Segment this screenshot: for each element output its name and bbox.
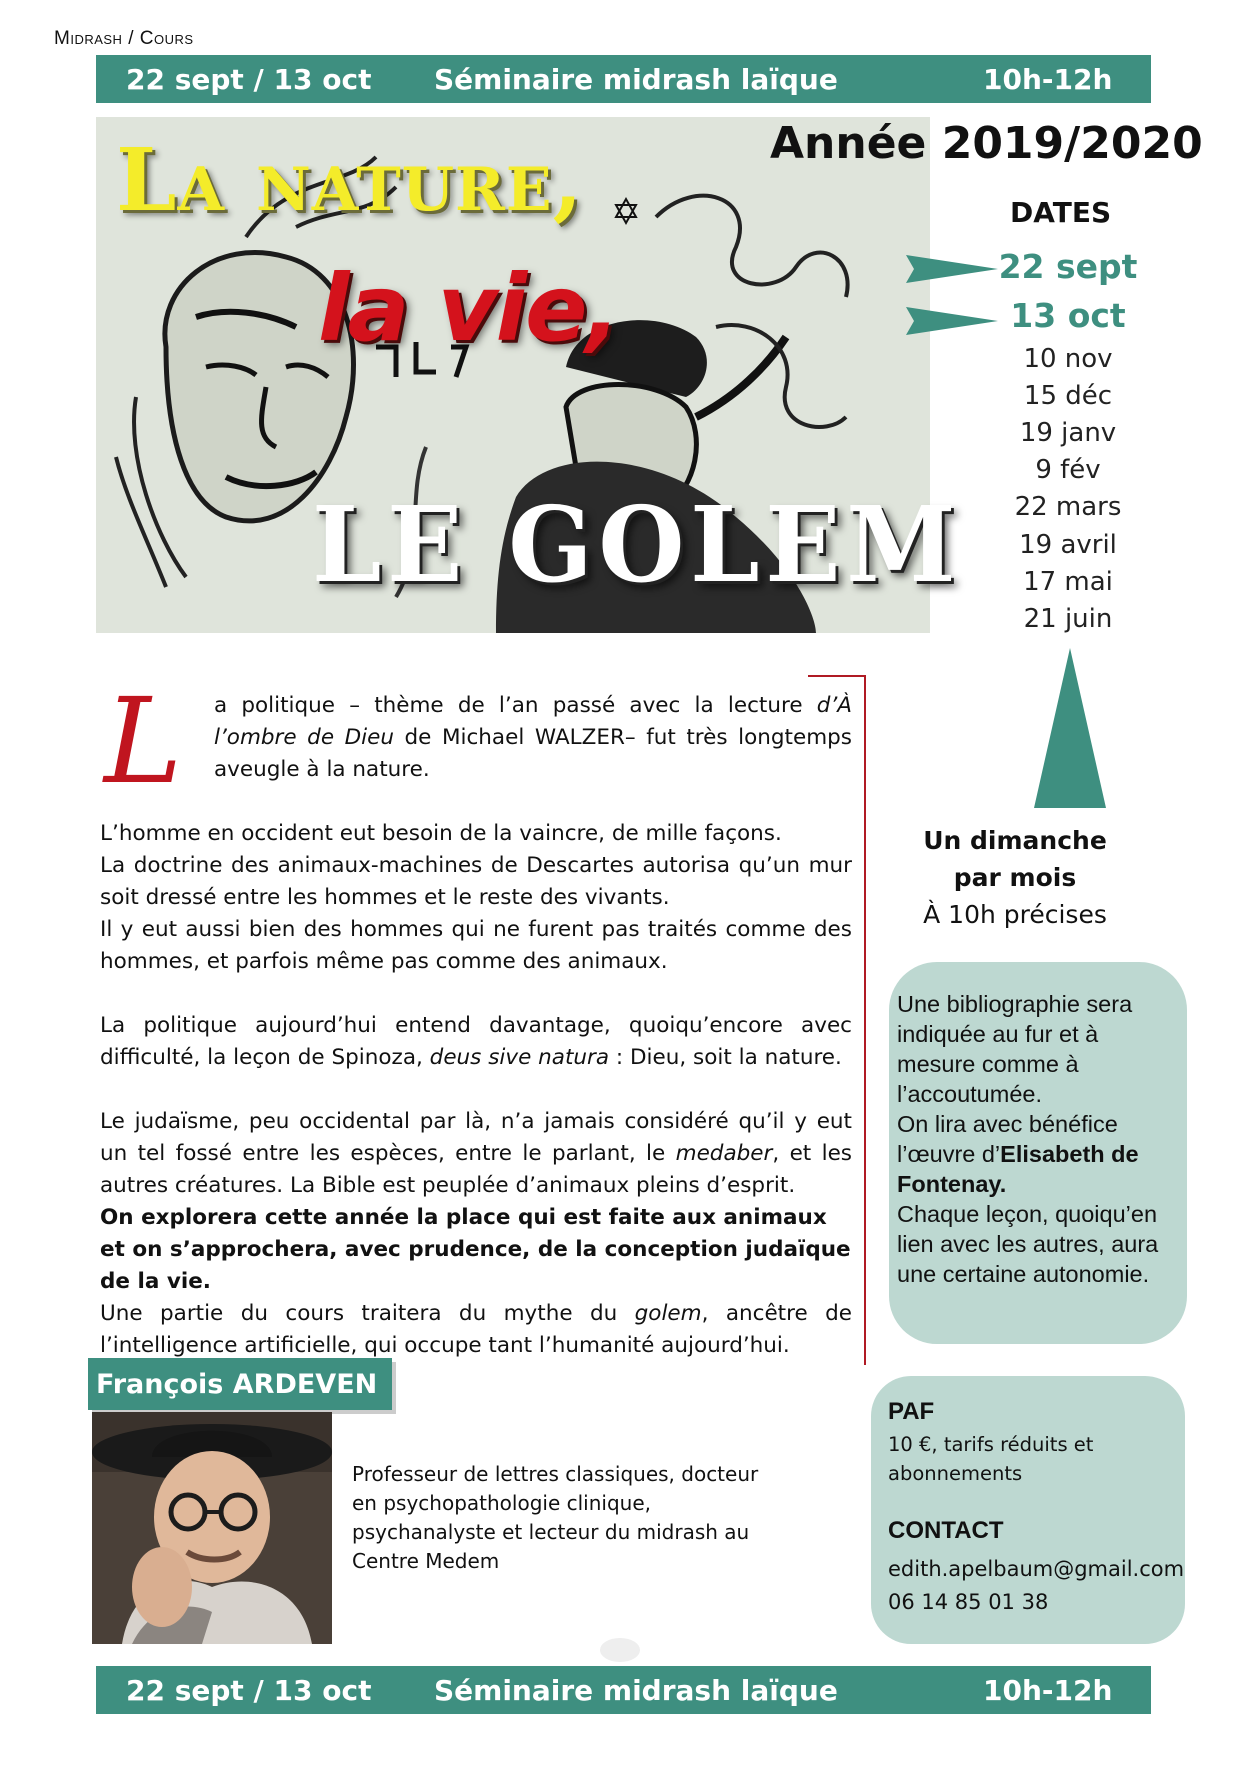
paf-title: PAF (888, 1398, 935, 1425)
divider-line (864, 675, 866, 1365)
dates-label: DATES (1010, 196, 1112, 229)
schedule-line1: Un dimanche (923, 826, 1107, 855)
triangle-pointer-icon (1032, 648, 1108, 812)
article-highlight: On explorera cette année la place qui est faite aux animaux et on s’approchera, avec prudence, de la conception judaïque de la vie. (100, 1205, 851, 1294)
band-time: 10h-12h (983, 62, 1113, 96)
speaker-photo (92, 1412, 332, 1644)
top-band (96, 55, 1151, 103)
date-highlight-2: 13 oct (1010, 296, 1126, 335)
speaker-bio: Professeur de lettres classiques, docteur en psychopathologie clinique, psychanalyste et lecteur du midrash au Centre Medem (352, 1462, 759, 1573)
dropcap-letter: L (104, 672, 183, 810)
article-paragraph: La politique aujourd’hui entend davantage, quoiqu’encore avec difficulté, la leçon de Spinoza, deus sive natura : Dieu, soit la nature. (100, 1013, 852, 1070)
article-paragraph: Une partie du cours traitera du mythe du golem, ancêtre de l’intelligence artificielle, qui occupe tant l’humanité aujourd’hui. (100, 1301, 852, 1358)
year-heading: Année 2019/2020 (770, 118, 1203, 169)
date-item: 10 nov (1023, 344, 1113, 374)
contact-email[interactable]: edith.apelbaum@gmail.com (888, 1557, 1185, 1581)
band-time: 10h-12h (983, 1673, 1113, 1707)
hero-title-line3: LE GOLEM (312, 483, 962, 606)
hero-title-line2: la vie, (318, 255, 619, 362)
schedule-line3: À 10h précises (923, 900, 1107, 929)
contact-phone[interactable]: 06 14 85 01 38 (888, 1590, 1049, 1614)
decorative-dot (600, 1638, 640, 1662)
bibliography-text: Une bibliographie sera indiquée au fur et à mesure comme à l’accoutumée. On lira avec bénéfice l’œuvre d’Elisabeth de Fontenay. Chaque leçon, quoiqu’en lien avec les autres, aura une certaine autonomie. (897, 991, 1159, 1287)
band-dates: 22 sept / 13 oct (126, 1673, 372, 1707)
date-item: 9 fév (1035, 455, 1101, 485)
schedule-note (900, 822, 1130, 933)
date-item: 19 avril (1019, 530, 1117, 560)
speaker-name: François ARDEVEN (88, 1358, 392, 1410)
bottom-band (96, 1666, 1151, 1714)
divider-line (808, 675, 866, 677)
band-title: Séminaire midrash laïque (434, 1673, 838, 1707)
date-item: 17 mai (1023, 567, 1113, 597)
paf-text: 10 €, tarifs réduits et abonnements (888, 1433, 1094, 1485)
band-dates: 22 sept / 13 oct (126, 62, 372, 96)
header-note: Midrash / Cours (54, 28, 194, 49)
band-title: Séminaire midrash laïque (434, 62, 838, 96)
date-item: 15 déc (1023, 381, 1113, 411)
contact-title: CONTACT (888, 1517, 1004, 1544)
article-paragraph: Le judaïsme, peu occidental par là, n’a jamais considéré qu’il y eut un tel fossé entre les espèces, entre le parlant, le medaber, et les autres créatures. La Bible est peuplée d’animaux pleins d’esprit. (100, 1109, 853, 1198)
schedule-line2: par mois (953, 863, 1077, 892)
date-highlight-1: 22 sept (998, 247, 1138, 286)
date-item: 22 mars (1014, 492, 1122, 522)
date-item: 21 juin (1023, 604, 1113, 634)
hero-title-line1: La nature, (116, 130, 584, 231)
article-paragraph: a politique – thème de l’an passé avec la lecture d’À l’ombre de Dieu de Michael WALZER– fut très longtemps aveugle à la nature. (214, 693, 852, 782)
article-paragraph: L’homme en occident eut besoin de la vaincre, de mille façons. La doctrine des animaux-machines de Descartes autorisa qu’un mur soit dressé entre les hommes et le reste des vivants. Il y eut aussi bien des hommes qui ne furent pas traités comme des hommes, et parfois même pas comme des animaux. (100, 821, 852, 974)
date-item: 19 janv (1019, 418, 1117, 448)
